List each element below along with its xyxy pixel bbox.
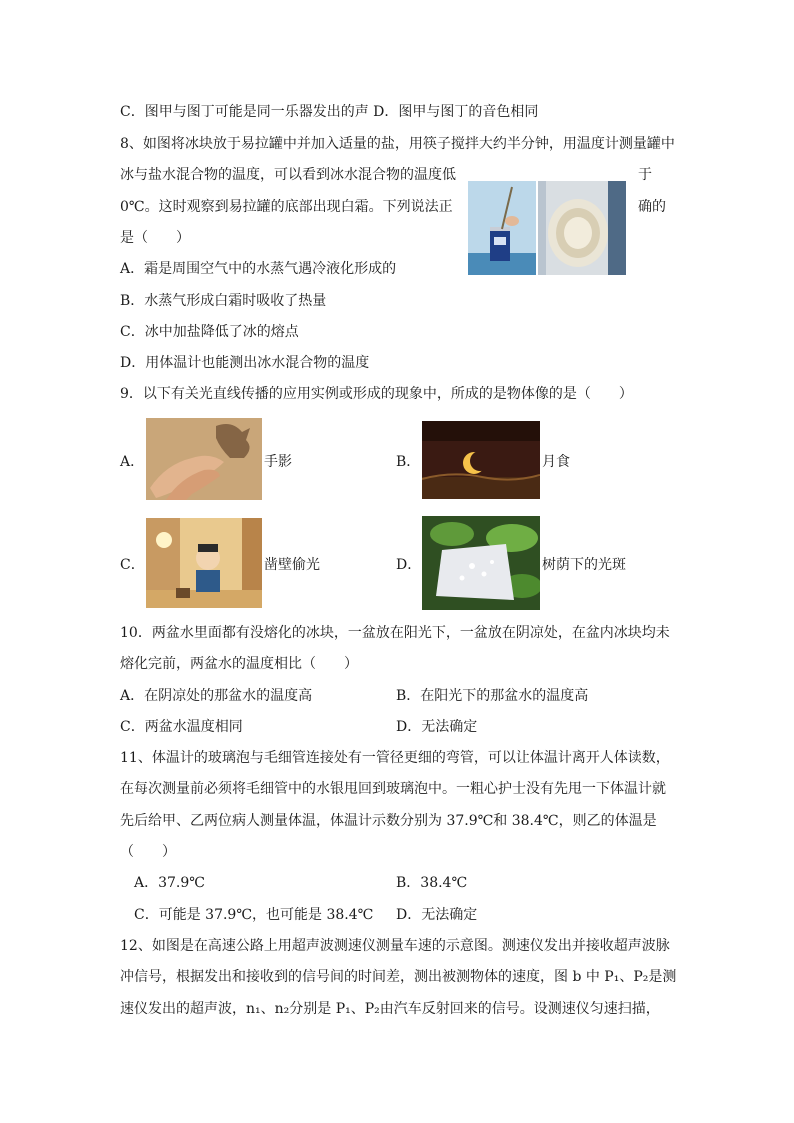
q7-options-c-d: C．图甲与图丁可能是同一乐器发出的声 D．图甲与图丁的音色相同 — [120, 104, 539, 120]
q8-stem-line2-end: 于 — [638, 167, 652, 183]
q9-stem: 9．以下有关光直线传播的应用实例或形成的现象中，所成的是物体像的是（ ） — [120, 386, 633, 402]
q8-stem-line3: 0℃。这时观察到易拉罐的底部出现白霜。下列说法正 — [120, 199, 453, 215]
q10-option-c: C．两盆水温度相同 — [120, 719, 243, 735]
q11-option-a: A．37.9℃ — [134, 875, 205, 891]
q12-stem-line3: 速仪发出的超声波，n₁、n₂分别是 P₁、P₂由汽车反射回来的信号。设测速仪匀速扫描， — [120, 1001, 660, 1017]
q8-option-c: C．冰中加盐降低了冰的熔点 — [120, 324, 299, 340]
q9-option-b-letter: B． — [396, 454, 421, 470]
q9-option-d-letter: D． — [396, 557, 422, 573]
q9-lunar-eclipse-photo — [422, 421, 540, 499]
q8-option-b: B．水蒸气形成白霜时吸收了热量 — [120, 293, 327, 309]
q8-stem-line1: 8、如图将冰块放于易拉罐中并加入适量的盐，用筷子搅拌大约半分钟，用温度计测量罐中 — [120, 136, 675, 152]
q10-option-a: A．在阴凉处的那盆水的温度高 — [120, 688, 313, 704]
q9-option-c-caption: 凿壁偷光 — [264, 557, 320, 573]
q10-stem-line1: 10．两盆水里面都有没熔化的冰块，一盆放在阳光下，一盆放在阴凉处，在盆内冰块均未 — [120, 625, 670, 641]
q10-option-b: B．在阳光下的那盆水的温度高 — [396, 688, 589, 704]
q11-option-d: D．无法确定 — [396, 907, 478, 923]
q9-hand-shadow-photo — [146, 418, 262, 500]
q8-option-d: D．用体温计也能测出冰水混合物的温度 — [120, 355, 370, 371]
q9-cartoon-photo — [146, 518, 262, 608]
q11-option-b: B．38.4℃ — [396, 875, 468, 891]
q9-option-c-letter: C． — [120, 557, 145, 573]
q11-stem-line2: 在每次测量前必须将毛细管中的水银甩回到玻璃泡中。一粗心护士没有先甩一下体温计就 — [120, 781, 666, 797]
q12-stem-line2: 冲信号，根据发出和接收到的信号间的时间差，测出被测物体的速度，图 b 中 P₁、P₂是测 — [120, 969, 677, 985]
q11-stem-line3: 先后给甲、乙两位病人测量体温，体温计示数分别为 37.9℃和 38.4℃，则乙的体温是 — [120, 813, 657, 829]
q8-frost-photo — [538, 181, 626, 275]
q11-option-c: C．可能是 37.9℃，也可能是 38.4℃ — [134, 907, 374, 923]
q11-stem-line1: 11、体温计的玻璃泡与毛细管连接处有一管径更细的弯管，可以让体温计离开人体读数， — [120, 750, 670, 766]
q8-stem-line2: 冰与盐水混合物的温度，可以看到冰水混合物的温度低 — [120, 167, 456, 183]
q9-option-d-caption: 树荫下的光斑 — [542, 557, 626, 573]
q8-option-a: A．霜是周围空气中的水蒸气遇冷液化形成的 — [120, 261, 397, 277]
q9-light-spots-photo — [422, 516, 540, 610]
q9-option-b-caption: 月食 — [542, 454, 570, 470]
q9-option-a-letter: A． — [120, 454, 145, 470]
q8-stem-line3-end: 确的 — [638, 199, 666, 215]
q12-stem-line1: 12、如图是在高速公路上用超声波测速仪测量车速的示意图。测速仪发出并接收超声波脉 — [120, 938, 670, 954]
q8-stem-line4: 是（ ） — [120, 230, 190, 246]
q10-option-d: D．无法确定 — [396, 719, 478, 735]
q11-stem-line4: （ ） — [120, 844, 176, 860]
q10-stem-line2: 熔化完前，两盆水的温度相比（ ） — [120, 656, 358, 672]
q8-can-photo — [468, 181, 536, 275]
q9-option-a-caption: 手影 — [264, 454, 292, 470]
